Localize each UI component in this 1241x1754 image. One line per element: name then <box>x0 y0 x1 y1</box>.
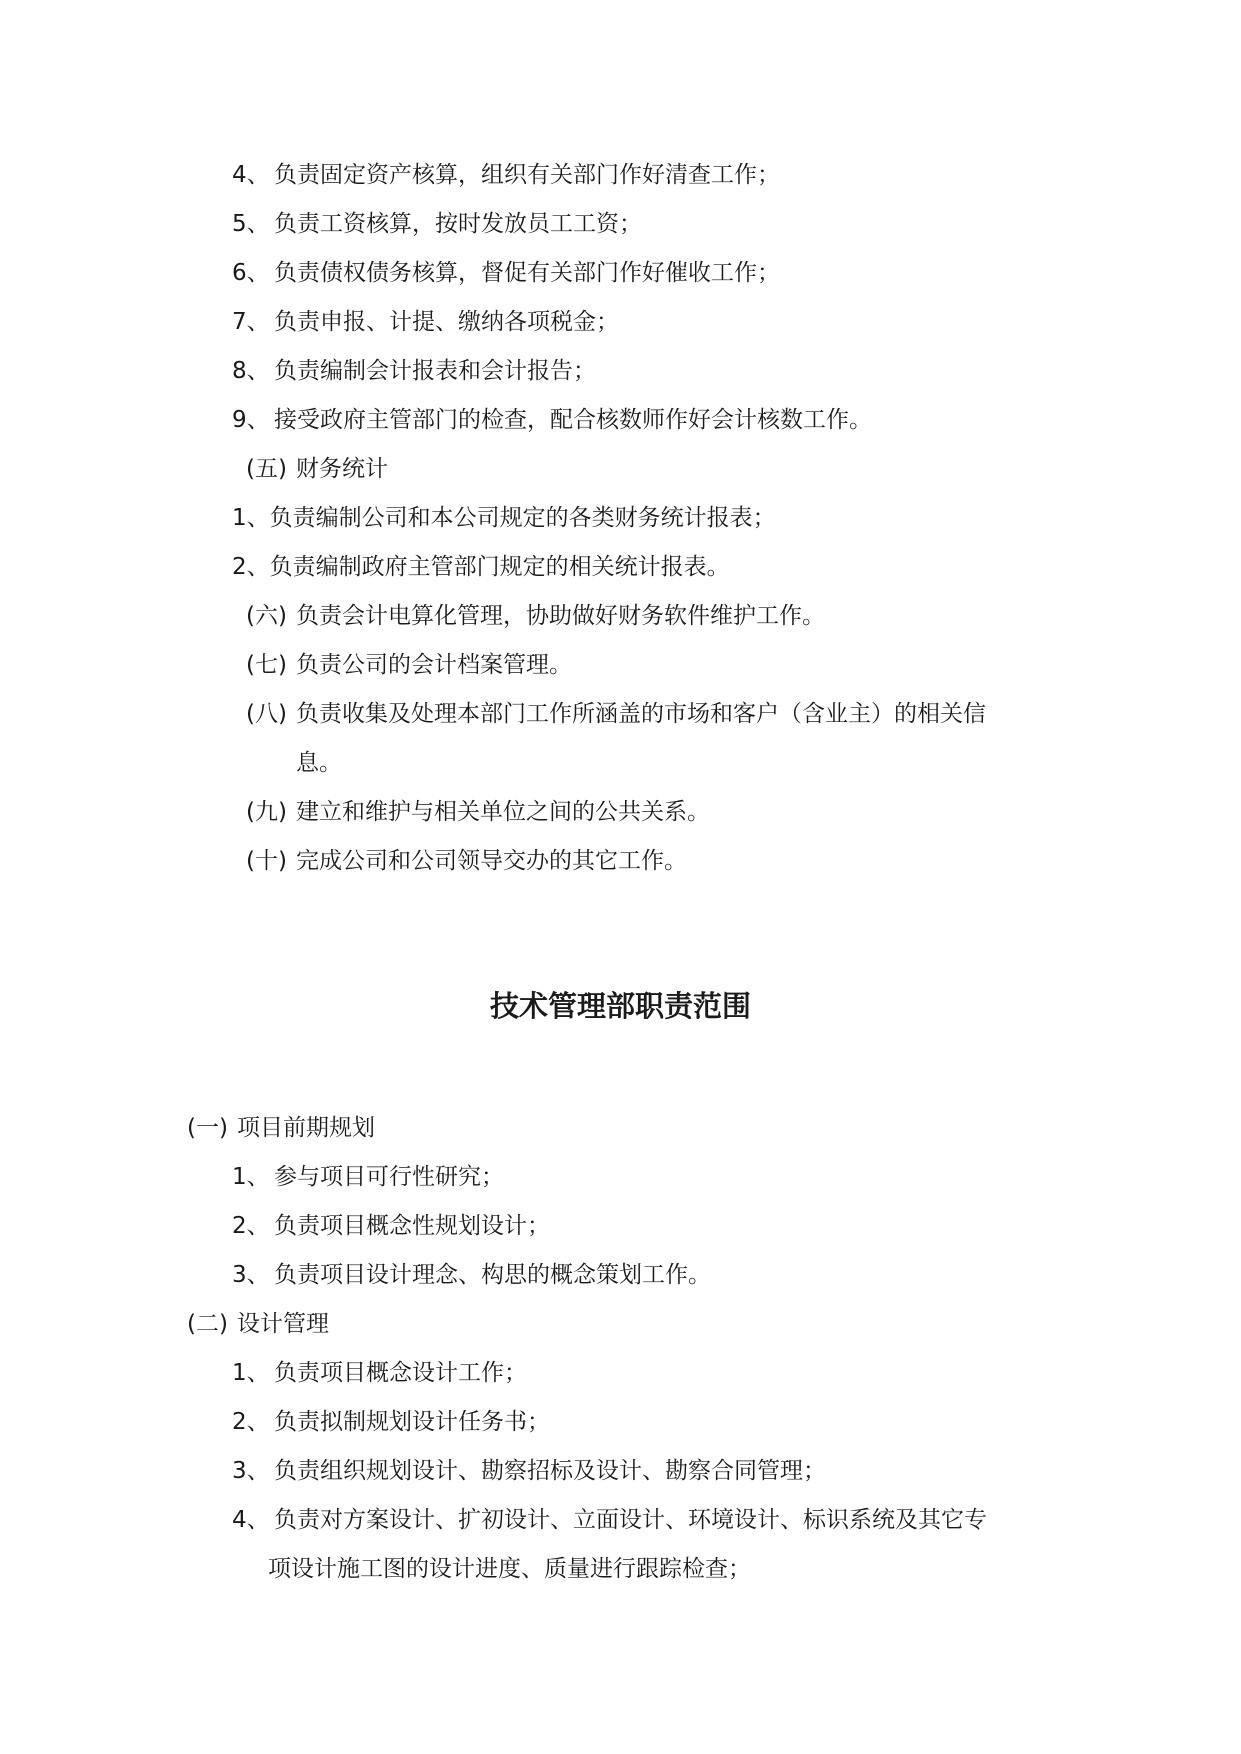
section-title: 完成公司和公司领导交办的其它工作。 <box>296 848 687 874</box>
item-text: 负责编制会计报表和会计报告； <box>274 358 596 384</box>
item-number: 4、 <box>232 1507 270 1533</box>
item-text: 负责项目设计理念、构思的概念策划工作。 <box>274 1262 711 1288</box>
page-title: 技术管理部职责范围 <box>489 989 751 1023</box>
section-number: (五) <box>246 456 287 482</box>
item-number: 8、 <box>232 358 270 384</box>
item-text: 负责对方案设计、扩初设计、立面设计、环境设计、标识系统及其它专 <box>274 1507 987 1533</box>
item-number: 3、 <box>232 1262 270 1288</box>
section-title: 负责收集及处理本部门工作所涵盖的市场和客户（含业主）的相关信 <box>296 701 986 727</box>
item-number: 2、 <box>232 1213 270 1239</box>
item-text: 2、负责编制政府主管部门规定的相关统计报表。 <box>232 554 730 580</box>
section-number: (九) <box>246 799 287 825</box>
item-number: 4、 <box>232 162 270 188</box>
item-number: 1、 <box>232 1164 270 1190</box>
item-text: 负责申报、计提、缴纳各项税金； <box>274 309 619 335</box>
section-number: (一) <box>187 1115 228 1141</box>
section-title: 建立和维护与相关单位之间的公共关系。 <box>296 799 710 825</box>
item-text: 负责债权债务核算，督促有关部门作好催收工作； <box>274 260 780 286</box>
section-number: (十) <box>246 848 287 874</box>
section-number: (六) <box>246 603 287 629</box>
item-text: 参与项目可行性研究； <box>274 1164 504 1190</box>
item-number: 5、 <box>232 211 270 237</box>
section-title: 财务统计 <box>296 456 388 482</box>
item-number: 1、 <box>232 1360 270 1386</box>
item-text: 负责固定资产核算，组织有关部门作好清查工作； <box>274 162 780 188</box>
section-number: (七) <box>246 652 287 678</box>
item-number: 7、 <box>232 309 270 335</box>
section-title: 项目前期规划 <box>237 1115 375 1141</box>
section-title: 设计管理 <box>237 1311 329 1337</box>
section-title: 负责会计电算化管理，协助做好财务软件维护工作。 <box>296 603 825 629</box>
item-text: 接受政府主管部门的检查，配合核数师作好会计核数工作。 <box>274 407 872 433</box>
item-text: 1、负责编制公司和本公司规定的各类财务统计报表； <box>232 505 776 531</box>
item-text: 负责项目概念性规划设计； <box>274 1213 550 1239</box>
item-number: 3、 <box>232 1458 270 1484</box>
item-text-cont: 项设计施工图的设计进度、质量进行跟踪检查； <box>268 1556 751 1582</box>
section-title-cont: 息。 <box>296 750 342 776</box>
section-title: 负责公司的会计档案管理。 <box>296 652 572 678</box>
item-text: 负责拟制规划设计任务书； <box>274 1409 550 1435</box>
section-number: (二) <box>187 1311 228 1337</box>
item-text: 负责项目概念设计工作； <box>274 1360 527 1386</box>
item-text: 负责工资核算，按时发放员工工资； <box>274 211 642 237</box>
item-number: 6、 <box>232 260 270 286</box>
section-number: (八) <box>246 701 287 727</box>
item-number: 9、 <box>232 407 270 433</box>
item-text: 负责组织规划设计、勘察招标及设计、勘察合同管理； <box>274 1458 826 1484</box>
item-number: 2、 <box>232 1409 270 1435</box>
